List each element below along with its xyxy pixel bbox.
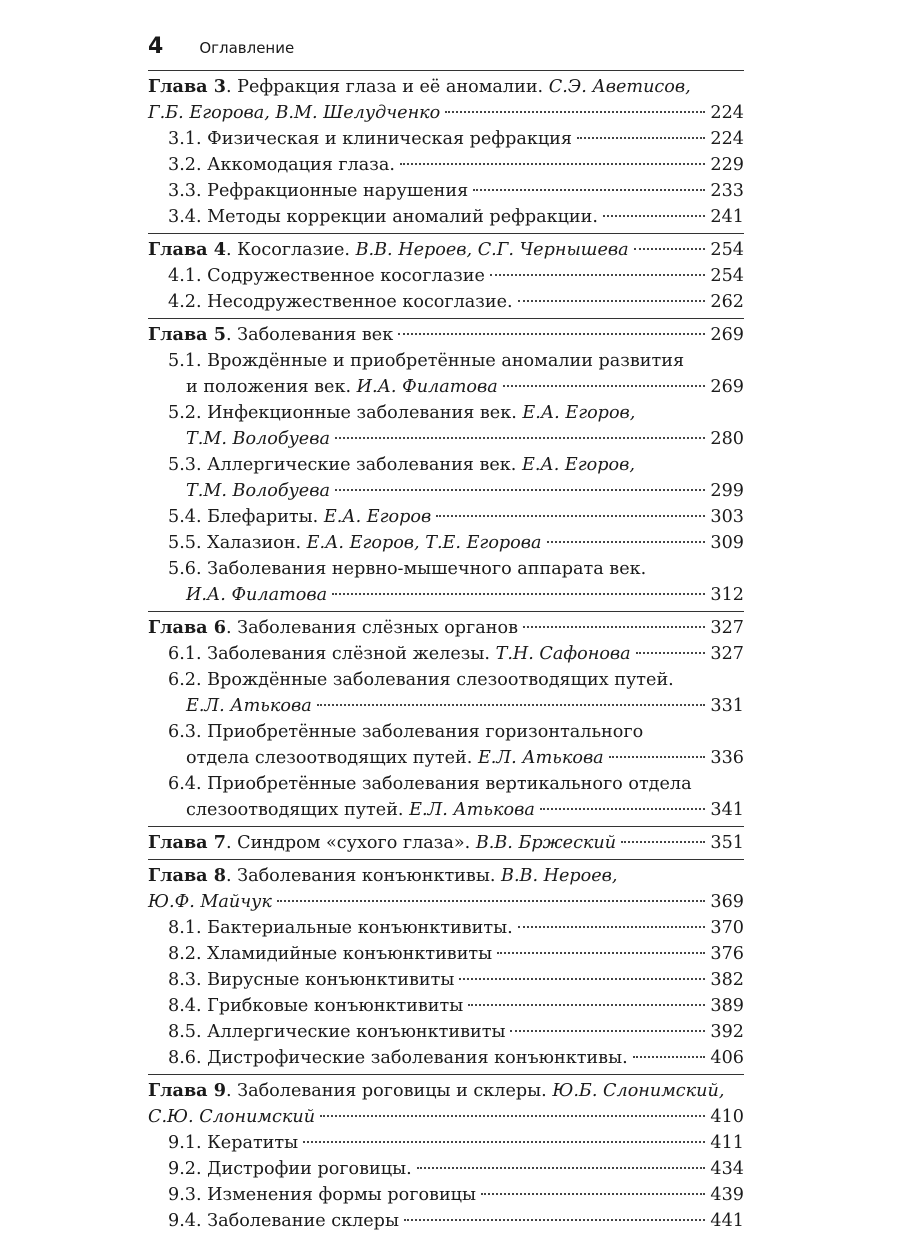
section-title: и положения век. <box>186 377 357 397</box>
page-ref: 229 <box>710 155 744 175</box>
page-ref: 410 <box>710 1107 744 1127</box>
toc-entry-cont[interactable] <box>148 374 744 400</box>
chapter-title: . Рефракция глаза и её аномалии. <box>225 77 549 97</box>
toc-entry-cont[interactable] <box>148 693 744 719</box>
page-header <box>148 34 294 64</box>
section-title: 9.2. Дистрофии роговицы. <box>168 1159 412 1179</box>
toc-entry[interactable] <box>148 993 744 1019</box>
chapter-5 <box>148 318 744 611</box>
section-author: Е.Л. Атькова <box>186 696 312 716</box>
chapter-authors: В.В. Нероев, С.Г. Чернышева <box>355 240 629 260</box>
chapter-authors: В.В. Бржеский <box>475 833 617 853</box>
section-author: Е.А. Егоров, Т.Е. Егорова <box>306 533 542 553</box>
page-ref: 224 <box>710 103 744 123</box>
chapter-3 <box>148 70 744 233</box>
section-title: 5.5. Халазион. <box>168 533 307 553</box>
toc-entry[interactable] <box>148 204 744 230</box>
section-title: 4.2. Несодружественное косоглазие. <box>168 292 513 312</box>
chapter-heading[interactable] <box>148 74 744 100</box>
section-author: Т.Н. Сафонова <box>495 644 631 664</box>
section-title: слезоотводящих путей. <box>186 800 410 820</box>
section-title: 4.1. Содружественное косоглазие <box>168 266 485 286</box>
toc-entry[interactable] <box>148 1045 744 1071</box>
chapter-heading[interactable] <box>148 615 744 641</box>
toc-entry[interactable] <box>148 1182 744 1208</box>
section-author: Е.А. Егоров, <box>521 455 635 475</box>
toc-entry-cont[interactable] <box>148 426 744 452</box>
page-ref: 434 <box>710 1159 744 1179</box>
toc-entry[interactable] <box>148 348 744 374</box>
dot-leader <box>436 514 705 517</box>
page-ref: 376 <box>710 944 744 964</box>
section-title: 5.4. Блефариты. <box>168 507 324 527</box>
dot-leader <box>459 977 705 980</box>
section-author: Е.А. Егоров <box>323 507 432 527</box>
chapter-heading[interactable] <box>148 1078 744 1104</box>
section-title: 6.1. Заболевания слёзной железы. <box>168 644 496 664</box>
chapter-heading-cont[interactable] <box>148 889 744 915</box>
dot-leader <box>621 840 705 843</box>
dot-leader <box>473 188 705 191</box>
page-ref: 269 <box>710 377 744 397</box>
toc-entry[interactable] <box>148 504 744 530</box>
toc-entry-cont[interactable] <box>148 478 744 504</box>
toc-entry[interactable] <box>148 1130 744 1156</box>
section-title: 5.6. Заболевания нервно-мышечного аппарата век. <box>168 559 647 579</box>
chapter-6 <box>148 611 744 826</box>
dot-leader <box>510 1029 705 1032</box>
chapter-authors: Г.Б. Егорова, В.М. Шелудченко <box>148 103 441 123</box>
page-ref: 439 <box>710 1185 744 1205</box>
section-author: Е.Л. Атькова <box>409 800 535 820</box>
dot-leader <box>497 951 705 954</box>
section-title: 8.1. Бактериальные конъюнктивиты. <box>168 918 513 938</box>
section-author: И.А. Филатова <box>356 377 498 397</box>
toc-entry[interactable] <box>148 771 744 797</box>
dot-leader <box>633 1055 706 1058</box>
dot-leader <box>317 703 706 706</box>
toc-entry[interactable] <box>148 178 744 204</box>
table-of-contents <box>148 70 744 1237</box>
section-title: 8.6. Дистрофические заболевания конъюнктивы. <box>168 1048 628 1068</box>
chapter-label: Глава 9 <box>148 1080 226 1101</box>
dot-leader <box>335 436 705 439</box>
chapter-authors: В.В. Нероев, <box>501 866 618 886</box>
section-title: 6.2. Врождённые заболевания слезоотводящих путей. <box>168 670 674 690</box>
chapter-label: Глава 5 <box>148 324 226 345</box>
toc-entry[interactable] <box>148 530 744 556</box>
dot-leader <box>518 299 706 302</box>
section-title: 3.3. Рефракционные нарушения <box>168 181 469 201</box>
page-ref: 370 <box>710 918 744 938</box>
section-title: 9.3. Изменения формы роговицы <box>168 1185 477 1205</box>
dot-leader <box>518 925 706 928</box>
chapter-7 <box>148 826 744 859</box>
toc-entry[interactable] <box>148 263 744 289</box>
section-title: 6.3. Приобретённые заболевания горизонтального <box>168 722 644 742</box>
toc-entry[interactable] <box>148 289 744 315</box>
chapter-title: . Заболевания роговицы и склеры. <box>225 1081 553 1101</box>
section-title: 3.1. Физическая и клиническая рефракция <box>168 129 572 149</box>
page-ref: 309 <box>710 533 744 553</box>
dot-leader <box>609 755 706 758</box>
section-author: Т.М. Волобуева <box>186 481 330 501</box>
toc-entry-cont[interactable] <box>148 582 744 608</box>
toc-entry[interactable] <box>148 452 744 478</box>
dot-leader <box>503 384 706 387</box>
page-ref: 280 <box>710 429 744 449</box>
page-ref: 369 <box>710 892 744 912</box>
dot-leader <box>404 1218 705 1221</box>
dot-leader <box>417 1166 706 1169</box>
chapter-label: Глава 8 <box>148 865 226 886</box>
chapter-title: . Заболевания конъюнктивы. <box>225 866 502 886</box>
section-title: 8.3. Вирусные конъюнктивиты <box>168 970 455 990</box>
chapter-heading[interactable] <box>148 237 744 263</box>
chapter-heading[interactable] <box>148 830 744 856</box>
toc-entry-cont[interactable] <box>148 797 744 823</box>
section-title: 9.1. Кератиты <box>168 1133 299 1153</box>
section-title: 8.2. Хламидийные конъюнктивиты <box>168 944 493 964</box>
toc-entry[interactable] <box>148 152 744 178</box>
dot-leader <box>400 162 705 165</box>
page-ref: 336 <box>710 748 744 768</box>
toc-entry[interactable] <box>148 126 744 152</box>
page-ref: 254 <box>710 240 744 260</box>
toc-entry[interactable] <box>148 667 744 693</box>
page-ref: 406 <box>710 1048 744 1068</box>
section-author: Е.Л. Атькова <box>477 748 604 768</box>
toc-entry[interactable] <box>148 941 744 967</box>
dot-leader <box>636 651 706 654</box>
toc-entry[interactable] <box>148 915 744 941</box>
section-title: 8.4. Грибковые конъюнктивиты <box>168 996 464 1016</box>
dot-leader <box>577 136 705 139</box>
page-ref: 327 <box>710 644 744 664</box>
section-title: 5.1. Врождённые и приобретённые аномалии развития <box>168 351 685 371</box>
chapter-authors: С.Ю. Слонимский <box>148 1107 316 1127</box>
section-title: 3.2. Аккомодация глаза. <box>168 155 395 175</box>
chapter-title: . Заболевания век <box>225 325 394 345</box>
toc-entry[interactable] <box>148 1019 744 1045</box>
chapter-4 <box>148 233 744 318</box>
section-title: 9.4. Заболевание склеры <box>168 1211 399 1231</box>
section-author: И.А. Филатова <box>186 585 328 605</box>
dot-leader <box>303 1140 705 1143</box>
dot-leader <box>468 1003 705 1006</box>
chapter-heading-cont[interactable] <box>148 1104 744 1130</box>
section-title: 8.5. Аллергические конъюнктивиты <box>168 1022 506 1042</box>
chapter-heading-cont[interactable] <box>148 100 744 126</box>
chapter-heading[interactable] <box>148 322 744 348</box>
page-ref: 331 <box>710 696 744 716</box>
toc-entry[interactable] <box>148 1208 744 1234</box>
chapter-authors: Ю.Ф. Майчук <box>148 892 272 912</box>
chapter-label: Глава 4 <box>148 239 226 260</box>
page-ref: 299 <box>710 481 744 501</box>
chapter-authors: Ю.Б. Слонимский, <box>552 1081 725 1101</box>
page-ref: 341 <box>710 800 744 820</box>
section-author: Е.А. Егоров, <box>522 403 636 423</box>
page-ref: 303 <box>710 507 744 527</box>
section-title: 3.4. Методы коррекции аномалий рефракции. <box>168 207 598 227</box>
page-ref: 224 <box>710 129 744 149</box>
chapter-8 <box>148 859 744 1074</box>
chapter-heading[interactable] <box>148 863 744 889</box>
page-ref: 351 <box>710 833 744 853</box>
dot-leader <box>523 625 705 628</box>
toc-entry[interactable] <box>148 719 744 745</box>
page-ref: 327 <box>710 618 744 638</box>
page-ref: 312 <box>710 585 744 605</box>
dot-leader <box>540 807 706 810</box>
section-title: 5.3. Аллергические заболевания век. <box>168 455 522 475</box>
toc-entry[interactable] <box>148 556 744 582</box>
dot-leader <box>603 214 705 217</box>
dot-leader <box>481 1192 705 1195</box>
dot-leader <box>398 332 705 335</box>
section-title: отдела слезоотводящих путей. <box>186 748 478 768</box>
chapter-label: Глава 6 <box>148 617 226 638</box>
page-ref: 262 <box>710 292 744 312</box>
dot-leader <box>320 1114 705 1117</box>
toc-entry-cont[interactable] <box>148 745 744 771</box>
dot-leader <box>277 899 706 902</box>
section-title: 5.2. Инфекционные заболевания век. <box>168 403 523 423</box>
toc-entry[interactable] <box>148 641 744 667</box>
dot-leader <box>332 592 705 595</box>
page-ref: 254 <box>710 266 744 286</box>
chapter-title: . Синдром «сухого глаза». <box>225 833 476 853</box>
section-author: Т.М. Волобуева <box>186 429 330 449</box>
toc-entry[interactable] <box>148 967 744 993</box>
dot-leader <box>335 488 705 491</box>
chapter-label: Глава 7 <box>148 832 226 853</box>
dot-leader <box>634 247 706 250</box>
section-title: 6.4. Приобретённые заболевания вертикального отдела <box>168 774 692 794</box>
page-ref: 392 <box>710 1022 744 1042</box>
chapter-title: . Косоглазие. <box>225 240 356 260</box>
page-ref: 389 <box>710 996 744 1016</box>
dot-leader <box>490 273 706 276</box>
toc-entry[interactable] <box>148 400 744 426</box>
page-ref: 233 <box>710 181 744 201</box>
chapter-title: . Заболевания слёзных органов <box>225 618 518 638</box>
page-number: 4 <box>148 34 164 59</box>
chapter-9 <box>148 1074 744 1237</box>
page-ref: 241 <box>710 207 744 227</box>
page-ref: 269 <box>710 325 744 345</box>
chapter-authors: С.Э. Аветисов, <box>548 77 691 97</box>
page-ref: 411 <box>710 1133 744 1153</box>
page-ref: 382 <box>710 970 744 990</box>
running-title: Оглавление <box>199 39 295 57</box>
toc-entry[interactable] <box>148 1156 744 1182</box>
dot-leader <box>445 110 705 113</box>
dot-leader <box>547 540 706 543</box>
chapter-label: Глава 3 <box>148 76 226 97</box>
page-ref: 441 <box>710 1211 744 1231</box>
